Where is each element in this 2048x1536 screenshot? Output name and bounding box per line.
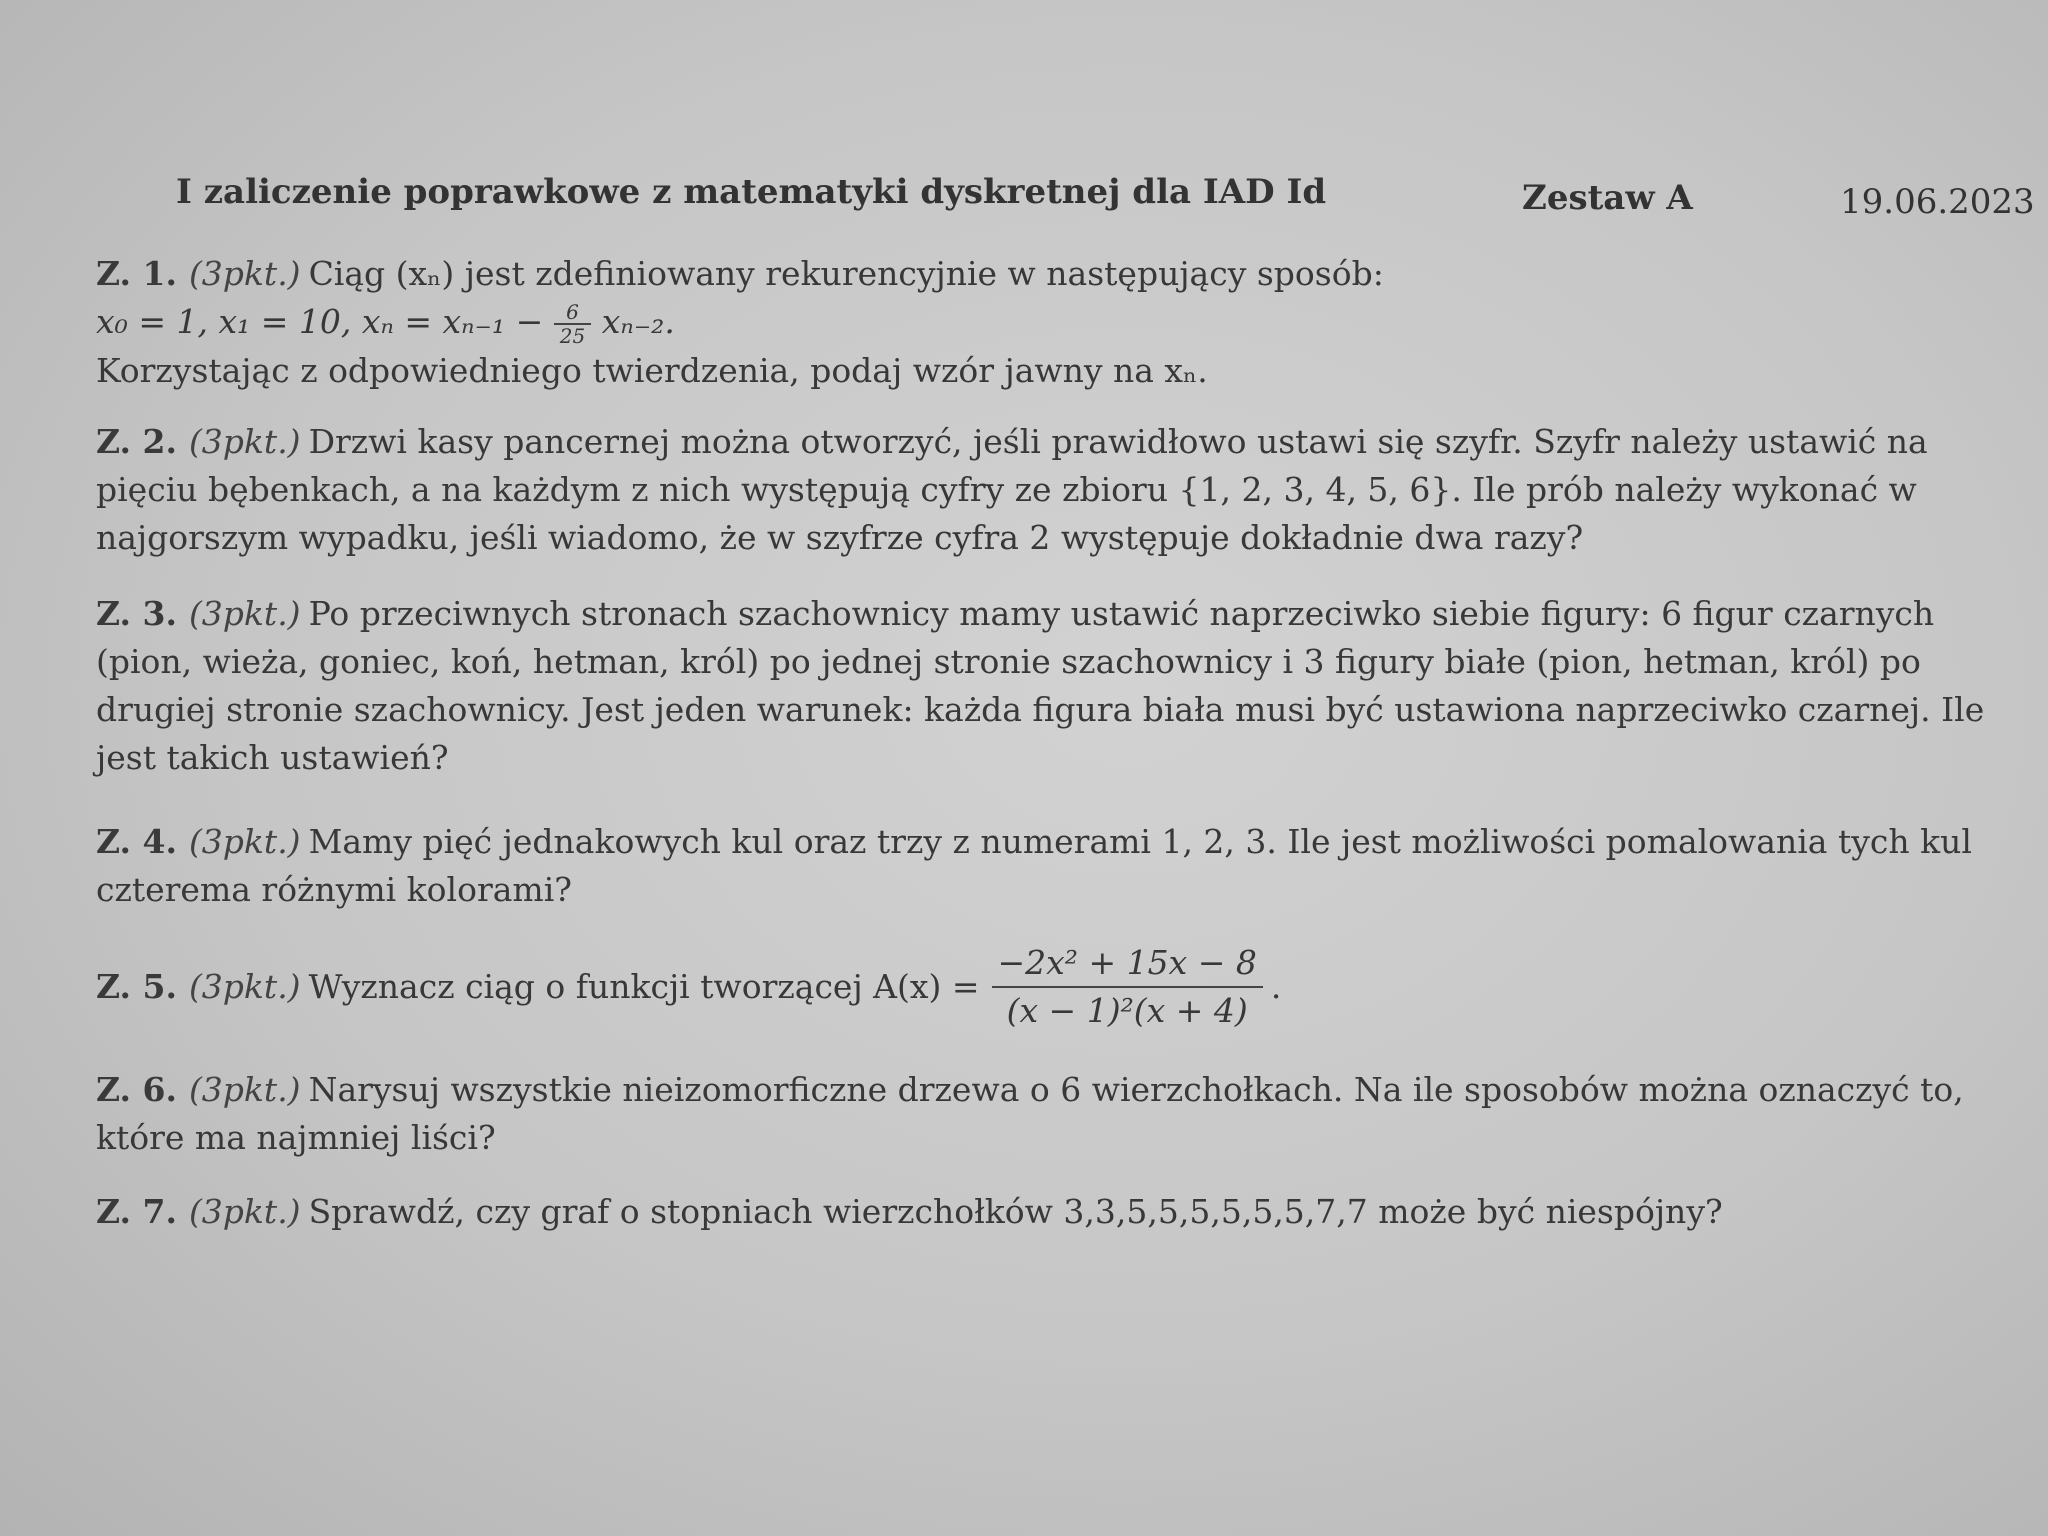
task-number: Z. 2.	[96, 422, 177, 461]
header	[176, 172, 2035, 232]
task-text: Sprawdź, czy graf o stopniach wierzchołków 3,3,5,5,5,5,5,5,7,7 może być niespójny?	[308, 1192, 1723, 1231]
task-1-formula	[96, 298, 2016, 347]
exam-title: I zaliczenie poprawkowe z matematyki dyskretnej dla IAD Id	[176, 172, 1327, 212]
task-number: Z. 1.	[96, 254, 177, 293]
task-points: (3pkt.)	[188, 422, 301, 461]
formula-post: xₙ₋₂.	[601, 302, 675, 341]
task-points: (3pkt.)	[188, 1070, 301, 1109]
fraction-numerator: 6	[554, 301, 591, 325]
task-1-line1	[96, 250, 2016, 298]
exam-date: 19.06.2023	[1840, 182, 2035, 222]
task-text: Po przeciwnych stronach szachownicy mamy ustawić naprzeciwko siebie figury: 6 figur czarnych (pion, wieża, goniec, koń, hetman, król) po jednej stronie szachownicy i 3 figury białe (pion, hetman, król) po drugiej stronie szachownicy. Jest jeden warunek: każda figura biała musi być ustawiona naprzeciwko czarnej. Ile jest takich ustawień?	[96, 594, 1985, 777]
task-points: (3pkt.)	[188, 594, 301, 633]
task-number: Z. 3.	[96, 594, 177, 633]
task-2	[96, 418, 2016, 562]
task-text: Mamy pięć jednakowych kul oraz trzy z numerami 1, 2, 3. Ile jest możliwości pomalowania tych kul czterema różnymi kolorami?	[96, 822, 1972, 909]
fraction-denominator: (x − 1)²(x + 4)	[1006, 991, 1248, 1030]
task-text: Wyznacz ciąg o funkcji tworzącej A(x) =	[308, 967, 980, 1006]
generating-function-fraction	[992, 940, 1263, 1034]
fraction-numerator: −2x² + 15x − 8	[992, 940, 1263, 988]
formula-pre: x₀ = 1, x₁ = 10, xₙ = xₙ₋₁ −	[96, 302, 544, 341]
task-points: (3pkt.)	[188, 967, 301, 1006]
task-5	[96, 940, 2016, 1034]
task-points: (3pkt.)	[188, 822, 301, 861]
task-number: Z. 4.	[96, 822, 177, 861]
task-7	[96, 1188, 2016, 1236]
task-points: (3pkt.)	[188, 1192, 301, 1231]
task-1	[96, 250, 2016, 395]
task-6	[96, 1066, 2016, 1162]
task-text: Narysuj wszystkie nieizomorficzne drzewa o 6 wierzchołkach. Na ile sposobów można oznaczyć to, które ma najmniej liści?	[96, 1070, 1964, 1157]
task-number: Z. 7.	[96, 1192, 177, 1231]
task-text: Drzwi kasy pancernej można otworzyć, jeśli prawidłowo ustawi się szyfr. Szyfr należy ustawić na pięciu bębenkach, a na każdym z nich występują cyfry ze zbioru {1, 2, 3, 4, 5, 6}. Ile prób należy wykonać w najgorszym wypadku, jeśli wiadomo, że w szyfrze cyfra 2 występuje dokładnie dwa razy?	[96, 422, 1928, 557]
task-1-line3: Korzystając z odpowiedniego twierdzenia, podaj wzór jawny na xₙ.	[96, 351, 1208, 390]
exam-set: Zestaw A	[1522, 178, 1693, 218]
task-text: Ciąg (xₙ) jest zdefiniowany rekurencyjnie w następujący sposób:	[308, 254, 1384, 293]
task-number: Z. 6.	[96, 1070, 177, 1109]
task-3	[96, 590, 2016, 782]
task-number: Z. 5.	[96, 967, 177, 1006]
formula-post: .	[1270, 967, 1282, 1006]
task-4	[96, 818, 2016, 914]
fraction-denominator: 25	[559, 324, 586, 348]
fraction	[554, 301, 591, 347]
task-points: (3pkt.)	[188, 254, 301, 293]
